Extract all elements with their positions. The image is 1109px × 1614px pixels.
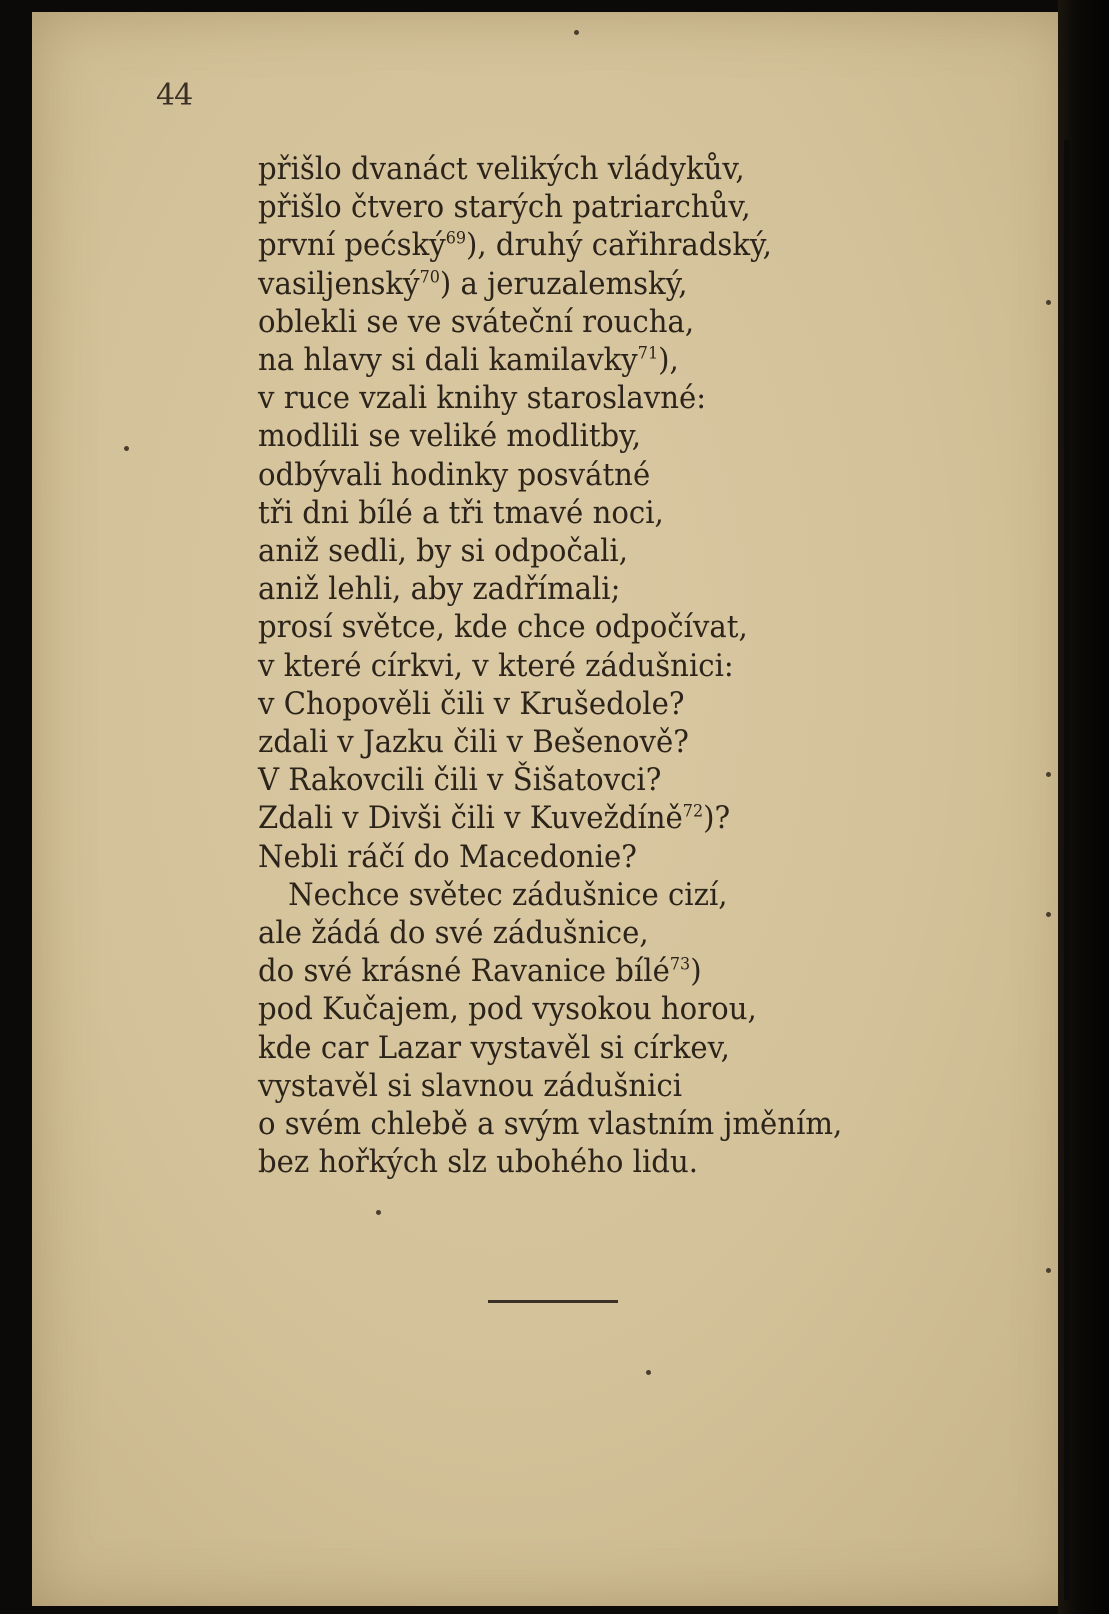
poem-line-26 <box>258 1105 907 1143</box>
footnote-marker: 71 <box>637 343 659 364</box>
line-text: aniž lehli, aby zadřímali; <box>258 571 621 608</box>
line-text-after: )? <box>703 800 731 837</box>
line-text: zdali v Jazku čili v Bešenově? <box>258 724 689 761</box>
line-text: přišlo dvanáct velikých vládykův, <box>258 151 745 187</box>
footnote-marker: 72 <box>682 802 704 823</box>
poem-line-12 <box>258 570 907 608</box>
poem-line-17 <box>258 761 907 799</box>
end-rule <box>488 1300 618 1303</box>
line-text-after: ), <box>658 342 679 379</box>
line-text: tři dni bílé a tři tmavé noci, <box>258 494 664 531</box>
print-speck <box>124 446 129 451</box>
line-text: v Chopověli čili v Krušedole? <box>258 685 685 722</box>
poem-line-7 <box>258 379 907 417</box>
line-text: vystavěl si slavnou zádušnici <box>258 1067 683 1104</box>
print-speck <box>574 30 579 35</box>
line-text: prosí světce, kde chce odpočívat, <box>258 609 748 646</box>
print-speck <box>1046 1268 1051 1273</box>
line-text-after: ), druhý cařihradský, <box>466 227 772 264</box>
line-text: Nechce světec zádušnice cizí, <box>288 876 728 913</box>
poem-line-16 <box>258 723 907 761</box>
footnote-marker: 69 <box>445 229 467 250</box>
poem-line-19 <box>258 838 907 876</box>
line-text: oblekli se ve sváteční roucha, <box>258 303 695 340</box>
poem-line-2 <box>258 188 907 226</box>
line-text: odbývali hodinky posvátné <box>258 456 651 493</box>
print-speck <box>1046 912 1051 917</box>
line-text: do své krásné Ravanice bílé <box>258 953 670 990</box>
poem-line-14 <box>258 647 907 685</box>
line-text: o svém chlebě a svým vlastním jměním, <box>258 1106 843 1143</box>
line-text: ale žádá do své zádušnice, <box>258 915 649 952</box>
poem-line-22 <box>258 952 907 990</box>
line-text: na hlavy si dali kamilavky <box>258 342 638 379</box>
binding-edge <box>1064 140 1070 1600</box>
poem-line-20 <box>258 876 907 914</box>
poem-line-5 <box>258 303 907 341</box>
poem-line-9 <box>258 456 907 494</box>
footnote-marker: 70 <box>419 267 440 288</box>
line-text: Zdali v Divši čili v Kuveždíně <box>258 800 683 837</box>
print-speck <box>646 1370 651 1375</box>
line-text-after: ) <box>690 953 702 990</box>
poem-text <box>258 150 907 1181</box>
line-text: v ruce vzali knihy staroslavné: <box>258 380 707 417</box>
footnote-marker: 73 <box>669 954 691 975</box>
page-number: 44 <box>156 78 193 113</box>
poem-line-23 <box>258 990 907 1028</box>
line-text-after: ) a jeruzalemský, <box>439 265 688 302</box>
print-speck <box>1046 300 1051 305</box>
print-speck <box>376 1210 381 1215</box>
print-speck <box>1046 772 1051 777</box>
line-text: pod Kučajem, pod vysokou horou, <box>258 991 757 1028</box>
poem-line-10 <box>258 494 907 532</box>
line-text: aniž sedli, by si odpočali, <box>258 533 629 570</box>
poem-line-1 <box>258 150 907 188</box>
poem-line-15 <box>258 685 907 723</box>
poem-line-4 <box>258 265 907 303</box>
line-text: vasiljenský <box>258 265 420 302</box>
line-text: přišlo čtvero starých patriarchův, <box>258 189 751 226</box>
poem-line-11 <box>258 532 907 570</box>
poem-line-24 <box>258 1029 907 1067</box>
line-text: kde car Lazar vystavěl si církev, <box>258 1029 730 1066</box>
poem-line-8 <box>258 417 907 455</box>
line-text: první pećský <box>258 227 446 264</box>
poem-line-18 <box>258 799 907 837</box>
poem-line-6 <box>258 341 907 379</box>
poem-line-13 <box>258 608 907 646</box>
line-text: modlili se veliké modlitby, <box>258 418 642 455</box>
line-text: bez hořkých slz ubohého lidu. <box>258 1144 698 1181</box>
poem-line-27 <box>258 1143 907 1181</box>
line-text: Nebli ráčí do Macedonie? <box>258 838 637 875</box>
line-text: V Rakovcili čili v Šišatovci? <box>258 762 662 799</box>
line-text: v které církvi, v které zádušnici: <box>258 647 734 684</box>
poem-line-3 <box>258 226 907 264</box>
poem-line-25 <box>258 1067 907 1105</box>
poem-line-21 <box>258 914 907 952</box>
